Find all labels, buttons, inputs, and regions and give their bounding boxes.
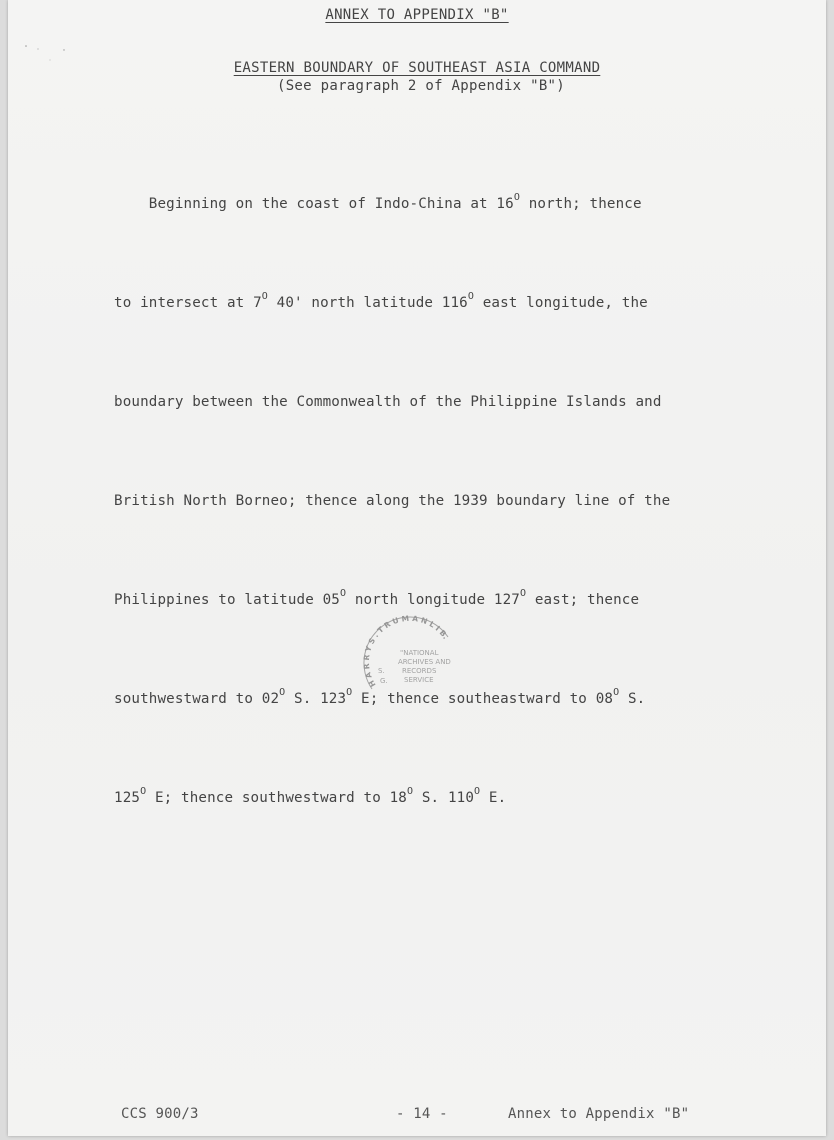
annex-heading	[0, 7, 834, 23]
svg-text:H A R R Y S . T R U M A N L: H A R R Y S . T R U M A N L I B.	[361, 615, 451, 689]
svg-text:G.: G.	[380, 677, 388, 685]
body-line: $125^O$ E; thence southwestward to $18^O$ S. $110^O$ E.	[114, 786, 507, 806]
svg-text:S.: S.	[378, 667, 385, 675]
svg-text:RECORDS: RECORDS	[402, 667, 437, 675]
annex-heading-text: ANNEX TO APPENDIX "B"	[325, 7, 509, 23]
body-line: to intersect at $7^O$ 40' north latitude $116^O$ east longitude, the	[114, 291, 648, 311]
body-line: boundary between the Commonwealth of the Philippine Islands and	[114, 394, 662, 410]
body-line: Beginning on the coast of Indo-China at $16^O$ north; thence	[114, 192, 642, 212]
body-line: southwestward to $02^O$ S. $123^O$ E; thence southeastward to $08^O$ S.	[114, 687, 646, 707]
svg-text:ARCHIVES AND: ARCHIVES AND	[398, 658, 451, 666]
svg-text:SERVICE: SERVICE	[404, 676, 434, 684]
svg-text:"NATIONAL: "NATIONAL	[400, 649, 439, 657]
body-line: Philippines to latitude $05^O$ north longitude $127^O$ east; thence	[114, 588, 640, 608]
footer-page-number: - 14 -	[396, 1106, 448, 1122]
section-title	[0, 60, 834, 76]
footer-doc-id: CCS 900/3	[121, 1106, 199, 1122]
archive-stamp	[360, 615, 460, 701]
footer-annex-label: Annex to Appendix "B"	[508, 1106, 690, 1122]
body-line: British North Borneo; thence along the 1939 boundary line of the	[114, 493, 671, 509]
section-title-text: EASTERN BOUNDARY OF SOUTHEAST ASIA COMMAND	[233, 60, 601, 76]
body-paragraph	[114, 122, 754, 848]
section-subtitle-text: (See paragraph 2 of Appendix "B")	[276, 78, 566, 94]
section-subtitle	[4, 78, 834, 94]
